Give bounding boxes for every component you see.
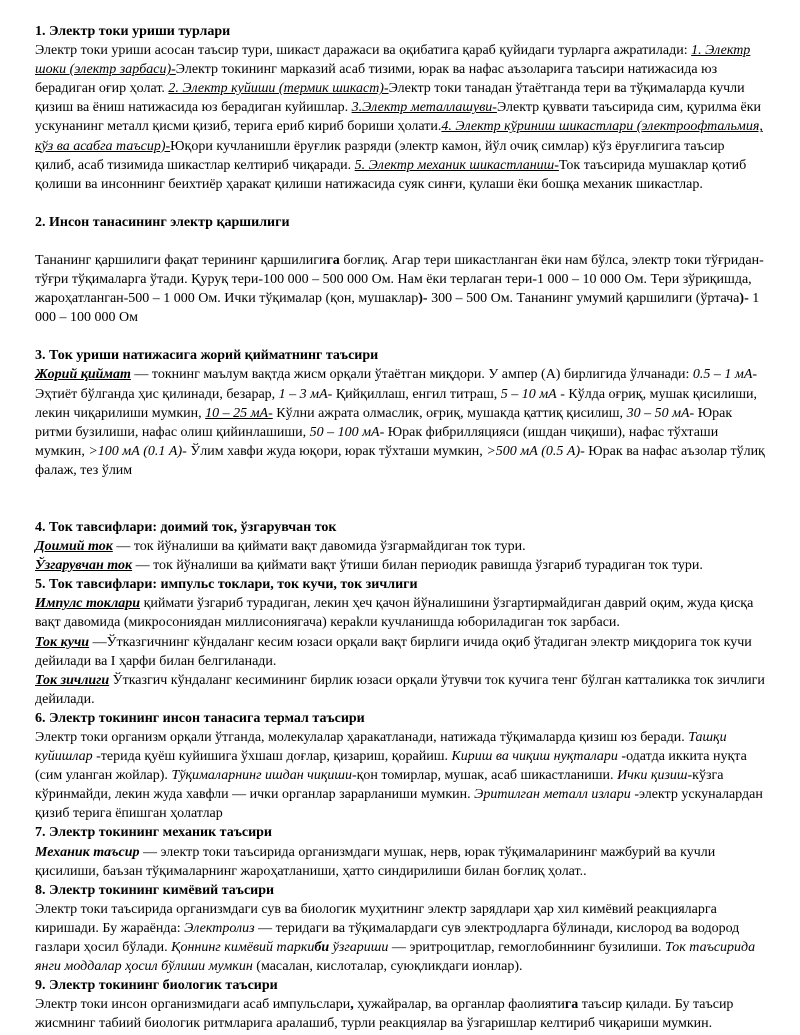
text-run: — теридаги ва тўқималардаги сув электродларга бўлинади, кислород ва водород газлари ҳосил бўлади. [35,920,740,956]
text-run: — ток йўналиши ва қиймати вақт ўтиши билан периодик равишда ўзгариб турадиган ток тури. [132,558,703,574]
section-5-current-strength [35,633,766,671]
term-current-strength: Ток кучи [35,634,90,650]
text-run: Юрак ва нафас аъзолар тўлиқ фалаж, тез ўлим [35,443,765,478]
section-4-direct-current [35,537,766,556]
text-run: Электр токи инсон организмидаги асаб импульслари [35,997,351,1013]
text-run: -қон томирлар, мушак, асаб шикастланиши. [351,768,618,784]
current-range: 10 – 25 мА- [205,405,273,421]
text-run: Ўлим хавфи жуда юқори, юрак тўхташи мумкин, [186,443,487,459]
text-run: га [564,997,579,1013]
text-run: ҳужайралар, ва органлар фаолияти [353,997,565,1013]
section-6-body [35,728,766,823]
text-run: -кўзга кўринмайди, лекин жуда хавфли — ички органлар зарарланиши мумкин. [35,768,724,803]
term-molten-metal-traces: Эритилган металл излари [474,787,631,803]
section-9-heading: 9. Электр токининг биологик таъсири [35,978,278,994]
text-run: қиймати ўзгариб турадиган, лекин ҳеч қачон йўналишини ўзгартирмайдиган даврий оқим, жуда қисқа вақт давомида (микросониядан миллисониягача) кераkли кучланишда юбориладиган ток зарбаси. [35,596,754,631]
text-run: Тананинг қаршилиги фақат терининг қаршилиги [35,252,327,268]
text-run: Электр токи таъсирида организмдаги сув ва биологик муҳитнинг электр зарядлари ҳар хил кимёвий реакцияларга киришади. Бу жараёнда: [35,901,717,936]
text-run: — токнинг маълум вақтда жисм орқали ўтаётган миқдори. У ампер (А) бирлигида ўлчанади: [130,367,693,383]
text-run: , [350,997,354,1013]
term-current-value: Жорий қиймат [35,367,131,383]
current-range: 0.5 – 1 мА- [692,367,758,383]
text-run: Юрак фибрилляцияси (ишдан чиқиши), нафас тўхташи мумкин, [35,424,719,459]
section-5-current-density [35,671,766,709]
text-run: —Ўтказгичнинг кўндаланг кесим юзаси орқали вақт бирлиги ичида оқиб ўтадиган электр миқдорига ток кучи дейилади ва I ҳарфи билан белгиланади. [35,634,752,669]
section-4-alternating-current [35,556,766,575]
term-direct-current: Доимий ток [35,539,113,555]
term-metallization: 3.Электр металлашуви- [351,100,497,116]
section-9-body [35,995,766,1033]
text-run: Кўлда оғриқ, мушак қисилиши, лекин чиқарилиши мумкин, [35,386,757,421]
term-internal-heating: Ички қизиш [617,768,688,784]
text-run: Қийқиллаш, енгил титраш, [332,386,501,402]
current-range: 1 – 3 мА- [278,386,333,402]
term-blood-composition: ўзгариши [329,940,389,956]
text-run: )- [739,291,749,307]
section-1-body [35,41,766,194]
term-external-burns: Ташқи куйишлар [35,730,727,765]
section-7-body [35,843,766,881]
text-run: Электр токининг марказий асаб тизими, юрак ва нафас аъзоларига таъсири натижасида юз берадиган оғир ҳолат. [35,62,718,97]
current-range: 30 – 50 мА- [626,405,695,421]
section-3-heading: 3. Ток уриши натижасига жорий қийматнинг таъсири [35,348,379,364]
term-entry-exit-points: Кириш ва чиқиш нуқталари [451,749,618,765]
text-run: Электр қуввати таъсирида сим, қурилма ёки ускунанинг металл қисми қизиб, терига ериб кириб бориши ҳолати. [35,100,762,135]
section-2-body [35,251,766,327]
text-run: Эҳтиёт бўлганда ҳис қилинади, безарар, [35,386,279,402]
text-run: Кўлни ажрата олмаслик, оғриқ, мушакда қаттиқ қисилиш, [272,405,627,421]
section-4-heading: 4. Ток тавсифлари: доимий ток, ўзгарувчан ток [35,519,337,535]
text-run: — эритроцитлар, гемоглобиннинг бузилиши. [388,940,665,956]
term-mechanical-injury: 5. Электр механик шикастланиш- [354,157,559,173]
term-current-density: Ток зичлиги [35,672,110,688]
term-new-substances: Ток таъсирида янги моддалар ҳосил бўлиши мумкин [35,940,756,975]
text-run: -электр ускуналардан қизиб терига ёпишган ҳолатлар [35,787,763,822]
section-6-heading: 6. Электр токининг инсон танасига термал таъсири [35,710,365,726]
term-mechanical-effect: Механик таъсир [35,844,140,860]
term-blood-composition: би [314,940,330,956]
current-range: 5 – 10 мА - [500,386,565,402]
section-1-heading: 1. Электр токи уриши турлари [35,24,231,39]
text-run: Электр токи танадан ўтаётганда тери ва тўқималарда кучли қизиш ва ёниш натижасида юз берадиган куйишлар. [35,81,745,116]
term-tissue-damage: Тўқималарнинг ишдан чиқиши [171,768,352,784]
text-run: (масалан, кислоталар, суюқликдаги ионлар). [252,959,523,975]
text-run: 1 000 – 100 000 Ом [35,291,760,326]
text-run: -терида қуёш куйишига ўхшаш доғлар, қизариш, қорайиш. [92,749,452,765]
text-run: 300 – 500 Ом. Тананинг умумий қаршилиги (ўртача [427,291,740,307]
text-run: — электр токи таъсирида организмдаги мушак, нерв, юрак тўқималарининг мажбурий ва кучли қисилиши, баъзан тўқималарнинг жароҳатланиши, ҳатто синдирилиши билан боғлиқ ҳолат.. [35,844,716,879]
text-run: таъсир қилади. Бу таъсир жисмнинг табиий биологик ритмларига аралашиб, турли реакциялар ва ўзгаришлар келтириб чиқариши мумкин. [35,997,734,1032]
text-run: боғлиқ. Агар тери шикастланган ёки нам бўлса, электр токи тўғридан-тўғри тўқималарга ўтади. Қуруқ тери-100 000 – 500 000 Ом. Нам ёки терлаган тери-1 000 – 10 000 Ом. Тери зўриқишда, жароҳатланган-500 – 1 000 Ом. Ички тўқималар (қон, мушаклар [35,252,764,307]
current-range: >100 мА (0.1 А)- [88,443,187,459]
term-electrolysis: Электролиз [184,920,255,936]
term-alternating-current: Ўзгарувчан ток [35,558,133,574]
current-range: >500 мА (0.5 А)- [486,443,585,459]
section-3-body [35,365,766,480]
text-run: Электр токи уриши асосан таъсир тури, шикаст даражаси ва оқибатига қараб қуйидаги турларга ажратилади: [35,43,692,59]
text-run: Электр токи организм орқали ўтганда, молекулалар ҳаракатланади, натижада тўқималарда қизиш юз беради. [35,730,689,745]
section-2-heading: 2. Инсон танасининг электр қаршилиги [35,214,290,230]
term-electric-burn: 2. Электр куйиши (термик шикаст)- [168,81,389,97]
section-5-heading: 5. Ток тавсифлари: импульс токлари, ток кучи, ток зичлиги [35,577,418,593]
text-run: Ўтказгич кўндаланг кесимининг бирлик юзаси орқали ўтувчи ток кучига тенг бўлган катталикка ток зичлиги дейилади. [35,672,765,707]
text-run: -одатда иккита нуқта (сим уланган жойлар). [35,749,747,784]
text-run: Ток таъсирида мушаклар қотиб қолиши ва инсоннинг беихтиёр ҳаракат қилиши натижасида суяк синғи, қулаши ёки бошқа механик шикастлар. [35,157,747,192]
section-5-impulse [35,594,766,632]
section-7-heading: 7. Электр токининг механик таъсири [35,825,272,841]
text-run: )- [418,291,428,307]
section-8-heading: 8. Электр токининг кимёвий таъсири [35,882,275,898]
current-range: 50 – 100 мА- [309,424,385,440]
term-impulse-current: Импулс токлари [35,596,141,612]
text-run: — ток йўналиши ва қиймати вақт давомида ўзгармайдиган ток тури. [112,539,526,555]
text-run: Юрак ритми бузилиши, нафас олиш қийинлашиши, [35,405,733,440]
term-electric-shock: 1. Электр шоки (электр зарбаси)- [35,43,751,78]
term-blood-composition: Қоннинг кимёвий тарки [171,940,315,956]
term-visual-injury: 4. Электр кўриниш шикастлари (электроофтальмия, кўз ва асабга таъсир)- [35,119,763,154]
section-8-body [35,900,766,976]
text-run: га [326,252,340,268]
text-run: Юқори кучланишли ёруғлик разряди (электр камон, йўл очиқ симлар) кўз ёруғлигига таъсир қилиб, асаб тизимида шикастлар келтириб чиқаради. [35,138,725,173]
